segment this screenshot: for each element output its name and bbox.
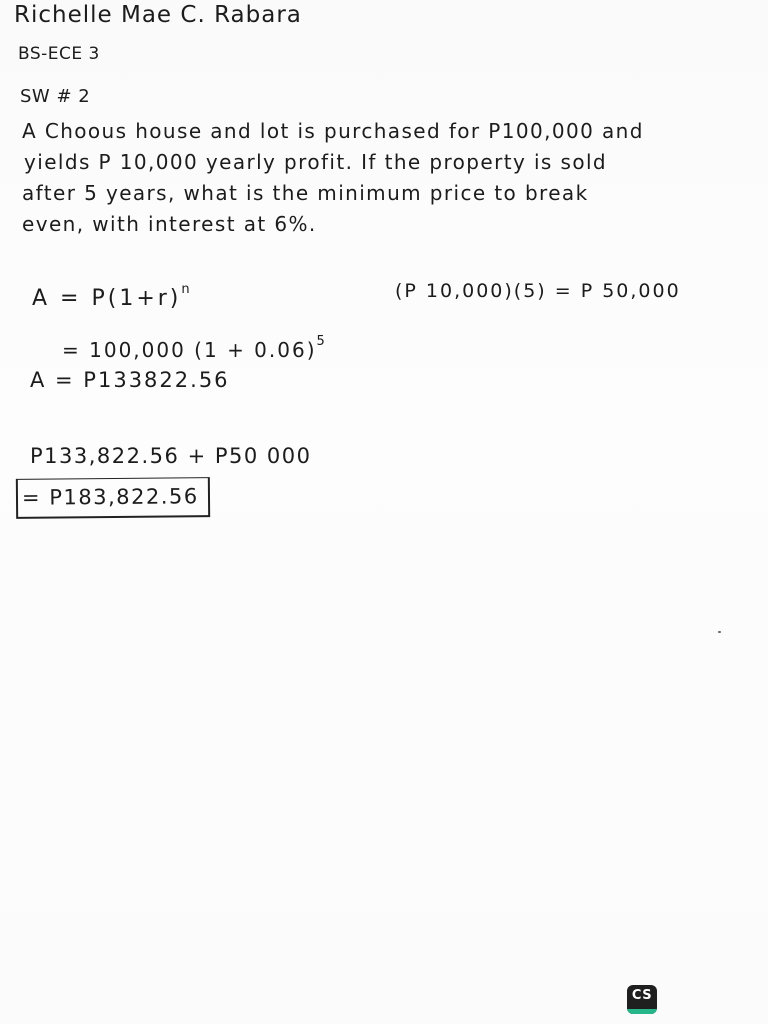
problem-line: even, with interest at 6%. — [22, 212, 317, 236]
substitution-exponent: 5 — [316, 334, 327, 349]
final-answer-box — [16, 477, 210, 519]
formula-text: A = P(1+r) — [32, 286, 182, 311]
substitution-text: = 100,000 (1 + 0.06) — [62, 338, 317, 362]
problem-line: yields P 10,000 yearly profit. If the property is sold — [24, 150, 608, 174]
future-value-result: A = P133822.56 — [30, 368, 230, 392]
course-label: BS-ECE 3 — [18, 44, 100, 64]
compound-formula — [32, 282, 193, 311]
badge-bar — [627, 1009, 657, 1014]
badge-label: CS — [631, 988, 653, 1003]
final-answer: = P183,822.56 — [21, 484, 199, 510]
sum-step: P133,822.56 + P50 000 — [30, 444, 312, 468]
camscanner-logo-icon — [627, 985, 657, 1014]
annual-profit-calc: (P 10,000)(5) = P 50,000 — [395, 280, 681, 302]
formula-exponent: n — [181, 282, 193, 297]
stray-mark — [718, 631, 721, 633]
assignment-label: SW # 2 — [20, 86, 91, 107]
problem-statement — [22, 116, 712, 240]
substitution-step — [62, 334, 327, 362]
problem-line: after 5 years, what is the minimum price to break — [22, 181, 589, 205]
student-name: Richelle Mae C. Rabara — [14, 2, 302, 28]
problem-line: A Choous house and lot is purchased for P100,000 and — [22, 119, 644, 143]
